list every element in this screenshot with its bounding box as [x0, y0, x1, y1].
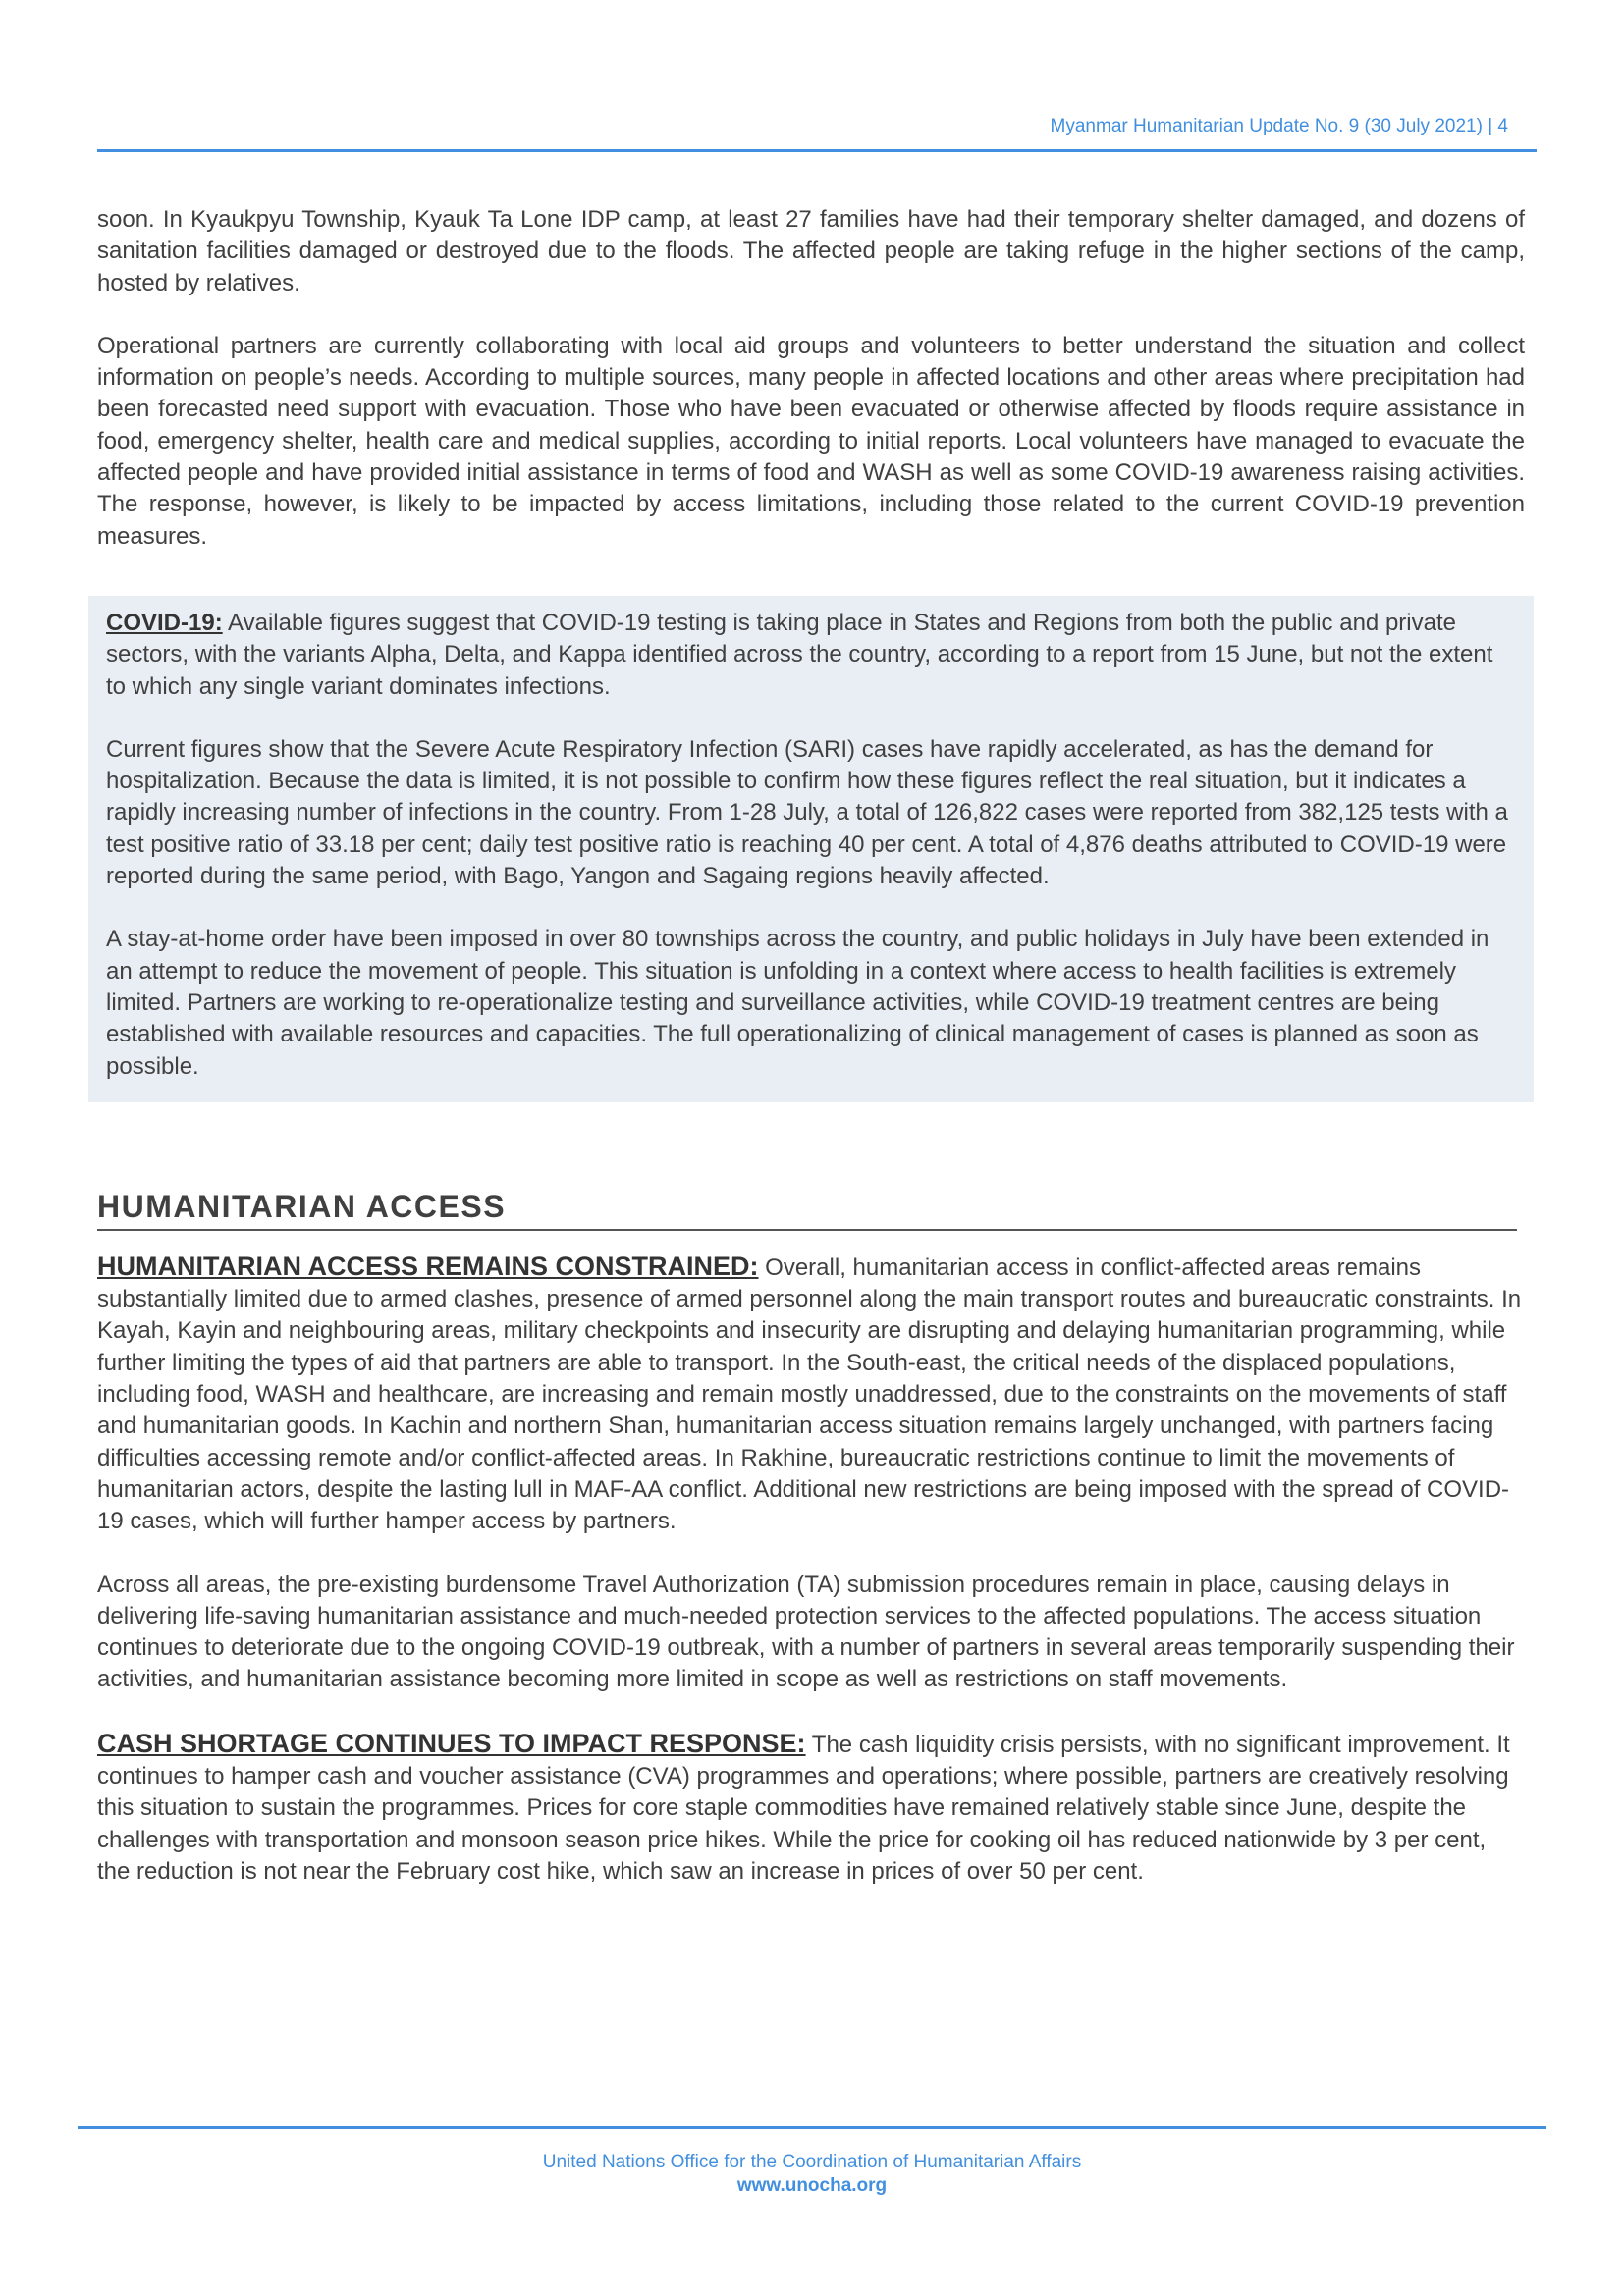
covid-paragraph-3: A stay-at-home order have been imposed in over 80 townships across the country, and public holidays in July have been extended in an attempt to reduce the movement of people. This situation is unfolding in a context where access to health facilities is extremely limited. Partners are working to re-operationalize testing and surveillance activities, while COVID-19 treatment centres are being established with available resources and capacities. The full operationalizing of clinical management of cases is planned as soon as possible.: [106, 926, 1489, 1080]
header-rule: [97, 149, 1537, 152]
access-paragraph-1: [97, 1251, 1525, 1538]
section-title-humanitarian-access: HUMANITARIAN ACCESS: [97, 1189, 1517, 1231]
cash-lead: CASH SHORTAGE CONTINUES TO IMPACT RESPONSE:: [97, 1728, 806, 1758]
access-lead-1: HUMANITARIAN ACCESS REMAINS CONSTRAINED:: [97, 1251, 759, 1281]
page-content: [97, 204, 1525, 1888]
cash-text: The cash liquidity crisis persists, with no significant improvement. It continues to hamper cash and voucher assistance (CVA) programmes and operations; where possible, partners are creatively resolving this situation to sustain the programmes. Prices for core staple commodities have remained relatively stable since June, despite the challenges with transportation and monsoon season price hikes. While the price for cooking oil has reduced nationwide by 3 per cent, the reduction is not near the February cost hike, which saw an increase in prices of over 50 per cent.: [97, 1731, 1510, 1885]
report-title: Myanmar Humanitarian Update No. 9 (30 July 2021): [1050, 116, 1483, 136]
covid-callout-box: [88, 596, 1534, 1102]
footer-organization: United Nations Office for the Coordination of Humanitarian Affairs: [542, 2152, 1082, 2172]
access-text-1: Overall, humanitarian access in conflict-affected areas remains substantially limited due to armed clashes, presence of armed personnel along the main transport routes and bureaucratic constraints. In Kayah, Kayin and neighbouring areas, military checkpoints and insecurity are disrupting and delaying humanitarian programming, while further limiting the types of aid that partners are able to transport. In the South-east, the critical needs of the displaced populations, including food, WASH and healthcare, are increasing and remain mostly unaddressed, due to the constraints on the movements of staff and humanitarian goods. In Kachin and northern Shan, humanitarian access situation remains largely unchanged, with partners facing difficulties accessing remote and/or conflict-affected areas. In Rakhine, bureaucratic restrictions continue to limit the movements of humanitarian actors, despite the lasting lull in MAF-AA conflict. Additional new restrictions are being imposed with the spread of COVID-19 cases, which will further hamper access by partners.: [97, 1254, 1522, 1535]
page-header: [1051, 116, 1508, 137]
covid-text-1: Available figures suggest that COVID-19 testing is taking place in States and Regions from both the public and private sectors, with the variants Alpha, Delta, and Kappa identified across the country, according to a report from 15 June, but not the extent to which any single variant dominates infections.: [106, 609, 1493, 700]
covid-paragraph-2: Current figures show that the Severe Acute Respiratory Infection (SARI) cases have rapidly accelerated, as has the demand for hospitalization. Because the data is limited, it is not possible to confirm how these figures reflect the real situation, but it indicates a rapidly increasing number of infections in the country. From 1-28 July, a total of 126,822 cases were reported from 382,125 tests with a test positive ratio of 33.18 per cent; daily test positive ratio is reaching 40 per cent. A total of 4,876 deaths attributed to COVID-19 were reported during the same period, with Bago, Yangon and Sagaing regions heavily affected.: [106, 735, 1508, 890]
access-section: [97, 1251, 1525, 1888]
intro-paragraph: Operational partners are currently collaborating with local aid groups and volunteers to better understand the situation and collect information on people’s needs. According to multiple sources, many people in affected locations and other areas where precipitation had been forecasted need support with evacuation. Those who have been evacuated or otherwise affected by floods require assistance in food, emergency shelter, health care and medical supplies, according to initial reports. Local volunteers have managed to evacuate the affected people and have provided initial assistance in terms of food and WASH as well as some COVID-19 awareness raising activities. The response, however, is likely to be impacted by access limitations, including those related to the current COVID-19 prevention measures.: [97, 332, 1525, 550]
page-number: 4: [1497, 116, 1508, 136]
covid-lead: COVID-19:: [106, 609, 223, 636]
covid-paragraph-1: [106, 608, 1516, 703]
footer-rule: [78, 2126, 1546, 2129]
access-paragraph-3: [97, 1728, 1525, 1888]
footer-website-link[interactable]: www.unocha.org: [736, 2175, 888, 2196]
access-paragraph-2: Across all areas, the pre-existing burdensome Travel Authorization (TA) submission procedures remain in place, causing delays in delivering life-saving humanitarian assistance and much-needed protection services to the affected populations. The access situation continues to deteriorate due to the ongoing COVID-19 outbreak, with a number of partners in several areas temporarily suspending their activities, and humanitarian assistance becoming more limited in scope as well as restrictions on staff movements.: [97, 1571, 1515, 1693]
intro-paragraph: soon. In Kyaukpyu Township, Kyauk Ta Lone IDP camp, at least 27 families have had their temporary shelter damaged, and dozens of sanitation facilities damaged or destroyed due to the floods. The affected people are taking refuge in the higher sections of the camp, hosted by relatives.: [97, 206, 1525, 296]
header-separator: |: [1488, 116, 1493, 136]
